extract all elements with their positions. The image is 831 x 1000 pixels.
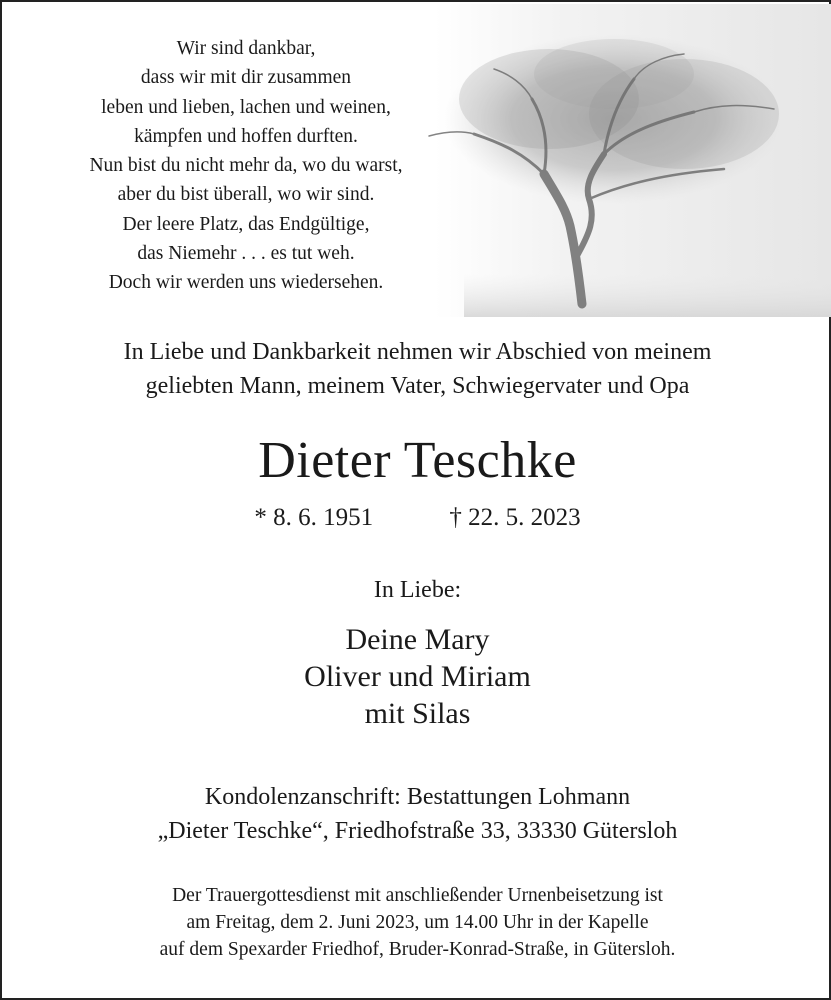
- poem-line: Nun bist du nicht mehr da, wo du warst,: [89, 155, 403, 177]
- header-image-area: [4, 4, 831, 317]
- farewell-intro: [2, 335, 831, 403]
- deceased-name: Dieter Teschke: [258, 432, 577, 489]
- family-line: Oliver und Miriam: [304, 660, 531, 693]
- service-line: Der Trauergottesdienst mit anschließender Urnenbeisetzung ist: [172, 885, 663, 906]
- poem-line: Wir sind dankbar,: [176, 38, 316, 59]
- condolence-address: [2, 780, 831, 848]
- condolence-line: Kondolenzanschrift: Bestattungen Lohmann: [204, 784, 631, 810]
- poem: [26, 34, 466, 298]
- funeral-service-info: [2, 882, 831, 963]
- service-line: am Freitag, dem 2. Juni 2023, um 14.00 Uhr in der Kapelle: [186, 912, 649, 933]
- family-line: mit Silas: [364, 697, 471, 730]
- birth-date: * 8. 6. 1951: [254, 504, 374, 531]
- service-line: auf dem Spexarder Friedhof, Bruder-Konrad-Straße, in Gütersloh.: [159, 939, 676, 960]
- in-love-label: In Liebe:: [373, 577, 462, 603]
- family-signatures: [2, 621, 831, 732]
- family-line: Deine Mary: [345, 623, 490, 656]
- poem-line: leben und lieben, lachen und weinen,: [101, 96, 391, 118]
- condolence-line: „Dieter Teschke“, Friedhofstraße 33, 33330 Gütersloh: [157, 818, 678, 844]
- intro-line: geliebten Mann, meinem Vater, Schwiegervater und Opa: [145, 373, 690, 399]
- poem-line: kämpfen und hoffen durften.: [134, 125, 358, 147]
- poem-line: dass wir mit dir zusammen: [140, 67, 352, 89]
- poem-line: Doch wir werden uns wiedersehen.: [108, 272, 384, 294]
- intro-line: In Liebe und Dankbarkeit nehmen wir Abschied von meinem: [123, 339, 712, 365]
- poem-line: aber du bist überall, wo wir sind.: [117, 184, 375, 206]
- poem-line: Der leere Platz, das Endgültige,: [122, 213, 370, 235]
- poem-line: das Niemehr . . . es tut weh.: [137, 243, 355, 265]
- death-date: † 22. 5. 2023: [449, 504, 581, 531]
- life-dates: [2, 501, 831, 535]
